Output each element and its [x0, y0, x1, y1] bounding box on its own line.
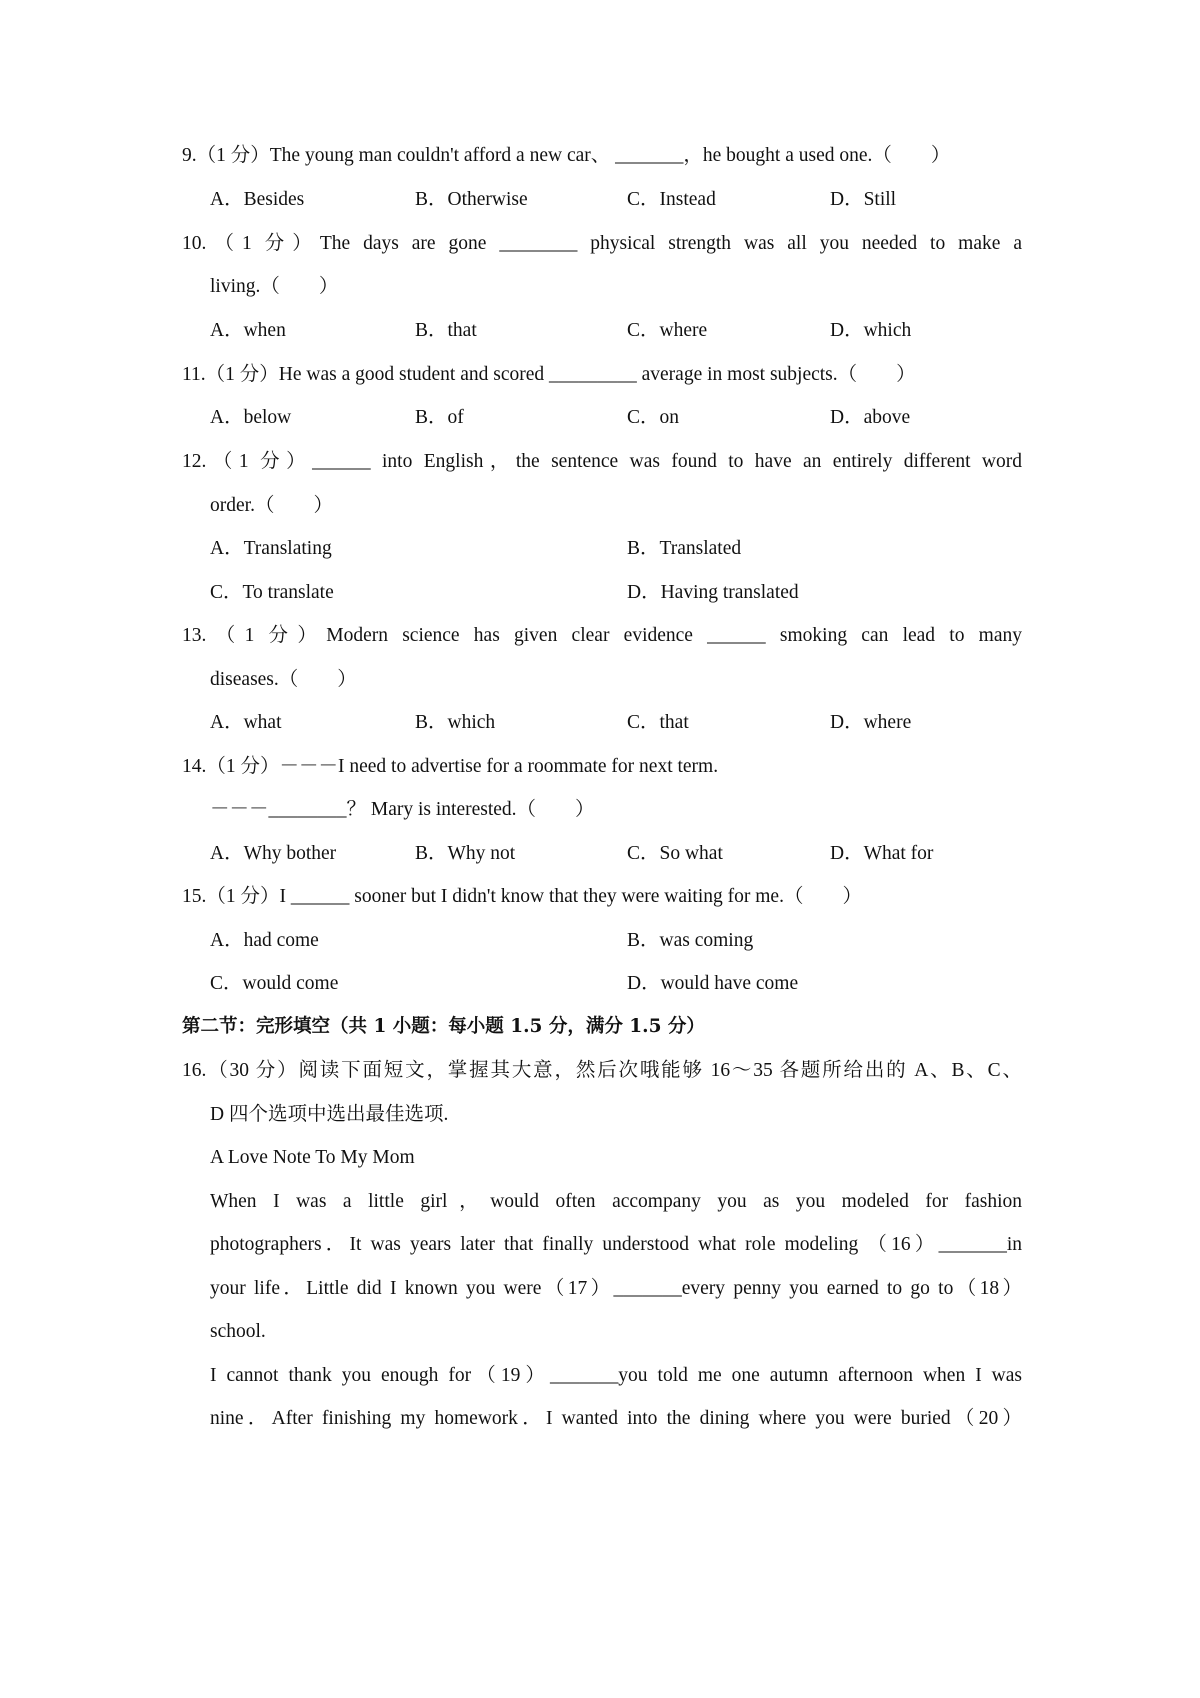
question-11-option-c: C．on	[627, 407, 680, 428]
question-13-stem-continued: diseases.（ ）	[210, 669, 357, 690]
question-10-option-a: A．when	[210, 320, 286, 341]
question-14-option-a: A．Why bother	[210, 843, 337, 864]
question-15-option-a: A．had come	[210, 930, 319, 951]
question-14-option-d: D．What for	[830, 843, 934, 864]
question-9-option-d: D．Still	[830, 189, 897, 210]
question-13-option-c: C．that	[627, 712, 689, 733]
question-15-option-d: D．would have come	[627, 973, 799, 994]
question-12-option-a: A．Translating	[210, 538, 332, 559]
question-15-option-b: B．was coming	[627, 930, 754, 951]
question-11-option-d: D．above	[830, 407, 911, 428]
question-16-stem-continued: D 四个选项中选出最佳选项.	[210, 1104, 449, 1125]
question-13-stem: 13.（1 分）Modern science has given clear evidence ______ smoking can lead to many	[182, 625, 1022, 646]
question-13-option-a: A．what	[210, 712, 282, 733]
question-15-option-c: C．would come	[210, 973, 339, 994]
question-12-option-b: B．Translated	[627, 538, 742, 559]
question-10-stem-continued: living.（ ）	[210, 276, 339, 297]
passage-line: your life．Little did I known you were（17）_______every penny you earned to go to（18）	[210, 1278, 1022, 1299]
passage-line: I cannot thank you enough for（19）_______you told me one autumn afternoon when I was	[210, 1365, 1022, 1386]
question-11-stem: 11.（1 分）He was a good student and scored _________ average in most subjects.（ ）	[182, 364, 916, 385]
question-12-stem-continued: order.（ ）	[210, 495, 333, 516]
question-9-option-c: C．Instead	[627, 189, 716, 210]
question-14-option-c: C．So what	[627, 843, 723, 864]
question-12-option-d: D．Having translated	[627, 582, 799, 603]
question-14-stem-continued: －－－________？ Mary is interested.（ ）	[210, 799, 595, 820]
question-13-option-b: B．which	[415, 712, 496, 733]
question-10-option-d: D．which	[830, 320, 912, 341]
question-15-stem: 15.（1 分）I ______ sooner but I didn't know that they were waiting for me.（ ）	[182, 886, 862, 907]
question-9-stem: 9.（1 分）The young man couldn't afford a new car、 _______，he bought a used one.（ ）	[182, 145, 951, 166]
question-9-option-a: A．Besides	[210, 189, 305, 210]
question-14-stem: 14.（1 分）－－－I need to advertise for a roommate for next term.	[182, 756, 719, 777]
passage-line: nine．After finishing my homework．I wanted into the dining where you were buried（20）	[210, 1408, 1022, 1429]
question-12-option-c: C．To translate	[210, 582, 334, 603]
question-14-option-b: B．Why not	[415, 843, 516, 864]
question-16-stem: 16.（30 分）阅读下面短文，掌握其大意，然后次哦能够 16～35 各题所给出的 A、B、C、	[182, 1060, 1022, 1081]
question-11-option-a: A．below	[210, 407, 292, 428]
question-10-option-c: C．where	[627, 320, 708, 341]
question-12-stem: 12.（1 分）______ into English，the sentence was found to have an entirely different word	[182, 451, 1022, 472]
passage-line: photographers．It was years later that finally understood what role modeling （16）_______in	[210, 1234, 1022, 1255]
question-10-option-b: B．that	[415, 320, 477, 341]
passage-line: When I was a little girl，would often accompany you as you modeled for fashion	[210, 1191, 1022, 1212]
question-10-stem: 10.（1 分）The days are gone ________ physical strength was all you needed to make a	[182, 233, 1022, 254]
question-11-option-b: B．of	[415, 407, 464, 428]
passage-line: school.	[210, 1321, 266, 1342]
section-heading: 第二节：完形填空（共 1 小题：每小题 1.5 分，满分 1.5 分）	[182, 1016, 705, 1037]
question-9-option-b: B．Otherwise	[415, 189, 528, 210]
passage-title: A Love Note To My Mom	[210, 1147, 415, 1168]
question-13-option-d: D．where	[830, 712, 912, 733]
